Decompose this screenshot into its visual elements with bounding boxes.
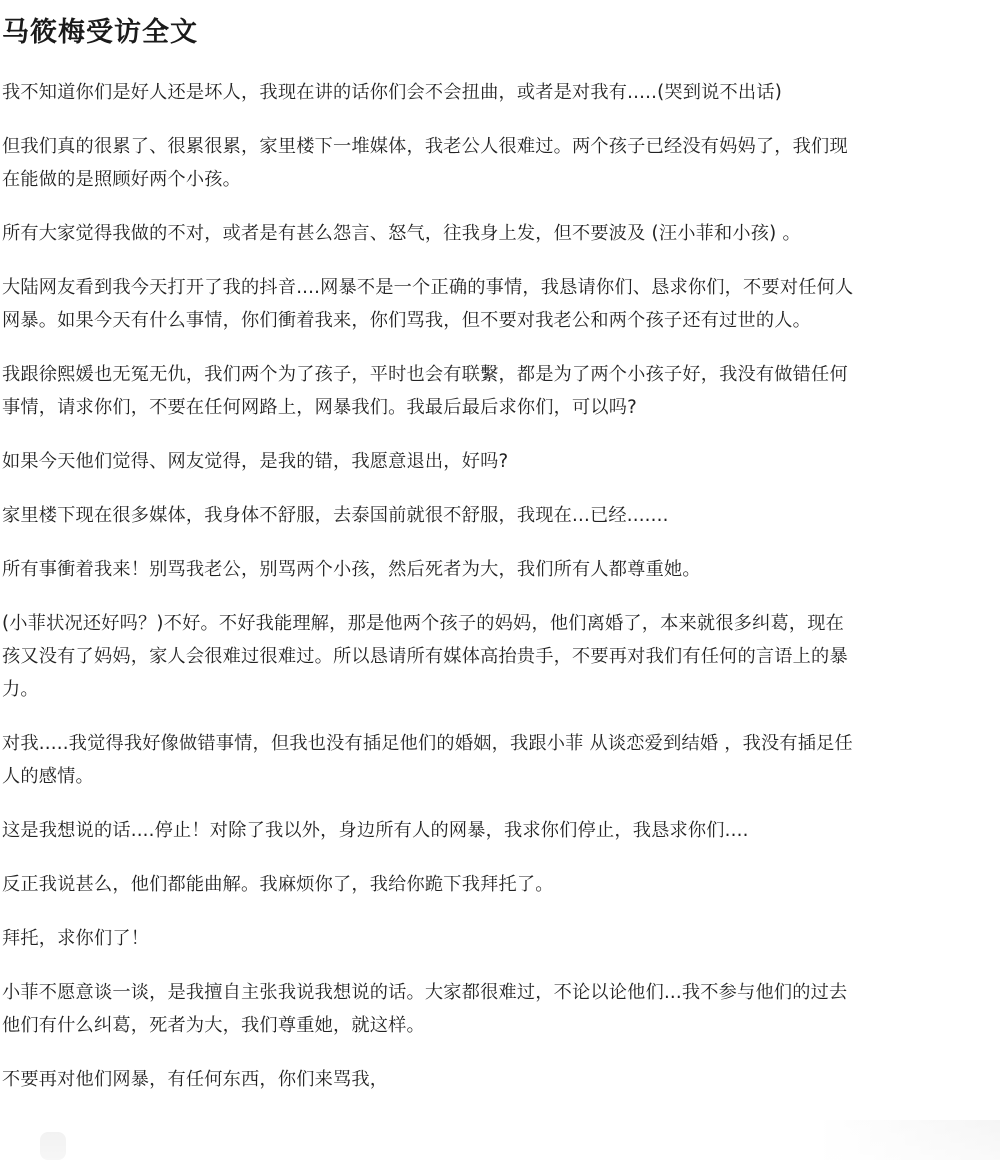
paragraph-14: 小菲不愿意谈一谈，是我擅自主张我说我想说的话。大家都很难过，不论以论他们...我不参与他们的过去 他们有什么纠葛，死者为大，我们尊重她，就这样。 — [2, 982, 848, 1036]
paragraph-2: 但我们真的很累了、很累很累，家里楼下一堆媒体，我老公人很难过。两个孩子已经没有妈妈了，我们现 在能做的是照顾好两个小孩。 — [2, 136, 848, 190]
article-body — [2, 76, 1000, 1117]
paragraph-9: (小菲状况还好吗？)不好。不好我能理解，那是他两个孩子的妈妈，他们离婚了，本来就很多纠葛，现在 孩又没有了妈妈，家人会很难过很难过。所以恳请所有媒体高抬贵手，不要再对我们有任何的言语上的暴 力。 — [2, 613, 848, 700]
paragraph-8: 所有事衝着我来！别骂我老公，别骂两个小孩，然后死者为大，我们所有人都尊重她。 — [2, 559, 701, 580]
paragraph-7: 家里楼下现在很多媒体，我身体不舒服，去泰国前就很不舒服，我现在...已经....... — [2, 505, 669, 526]
article-title: 马筱梅受访全文 — [2, 17, 198, 48]
paragraph-12: 反正我说甚么，他们都能曲解。我麻烦你了，我给你跪下我拜托了。 — [2, 874, 554, 895]
paragraph-1: 我不知道你们是好人还是坏人，我现在讲的话你们会不会扭曲，或者是对我有.....(哭到说不出话) — [2, 82, 782, 103]
paragraph-10: 对我.....我觉得我好像做错事情，但我也没有插足他们的婚姻，我跟小菲 从谈恋爱到结婚 ，我没有插足任 人的感情。 — [2, 733, 853, 787]
paragraph-15: 不要再对他们网暴，有任何东西，你们来骂我， — [2, 1069, 389, 1090]
paragraph-5: 我跟徐熙媛也无冤无仇，我们两个为了孩子，平时也会有联繫，都是为了两个小孩子好，我没有做错任何 事情，请求你们，不要在任何网路上，网暴我们。我最后最后求你们，可以吗? — [2, 364, 848, 418]
image-blur — [820, 1120, 1000, 1160]
paragraph-13: 拜托，求你们了！ — [2, 928, 150, 949]
image-smudge — [40, 1132, 66, 1160]
paragraph-11: 这是我想说的话....停止！对除了我以外，身边所有人的网暴，我求你们停止，我恳求你们.... — [2, 820, 749, 841]
paragraph-6: 如果今天他们觉得、网友觉得，是我的错，我愿意退出，好吗? — [2, 451, 509, 472]
paragraph-3: 所有大家觉得我做的不对，或者是有甚么怨言、怒气，往我身上发，但不要波及 (汪小菲和小孩) 。 — [2, 223, 801, 244]
paragraph-4: 大陆网友看到我今天打开了我的抖音....网暴不是一个正确的事情，我恳请你们、恳求你们，不要对任何人 网暴。如果今天有什么事情，你们衝着我来，你们骂我，但不要对我老公和两个孩子还有过世的人。 — [2, 277, 854, 331]
